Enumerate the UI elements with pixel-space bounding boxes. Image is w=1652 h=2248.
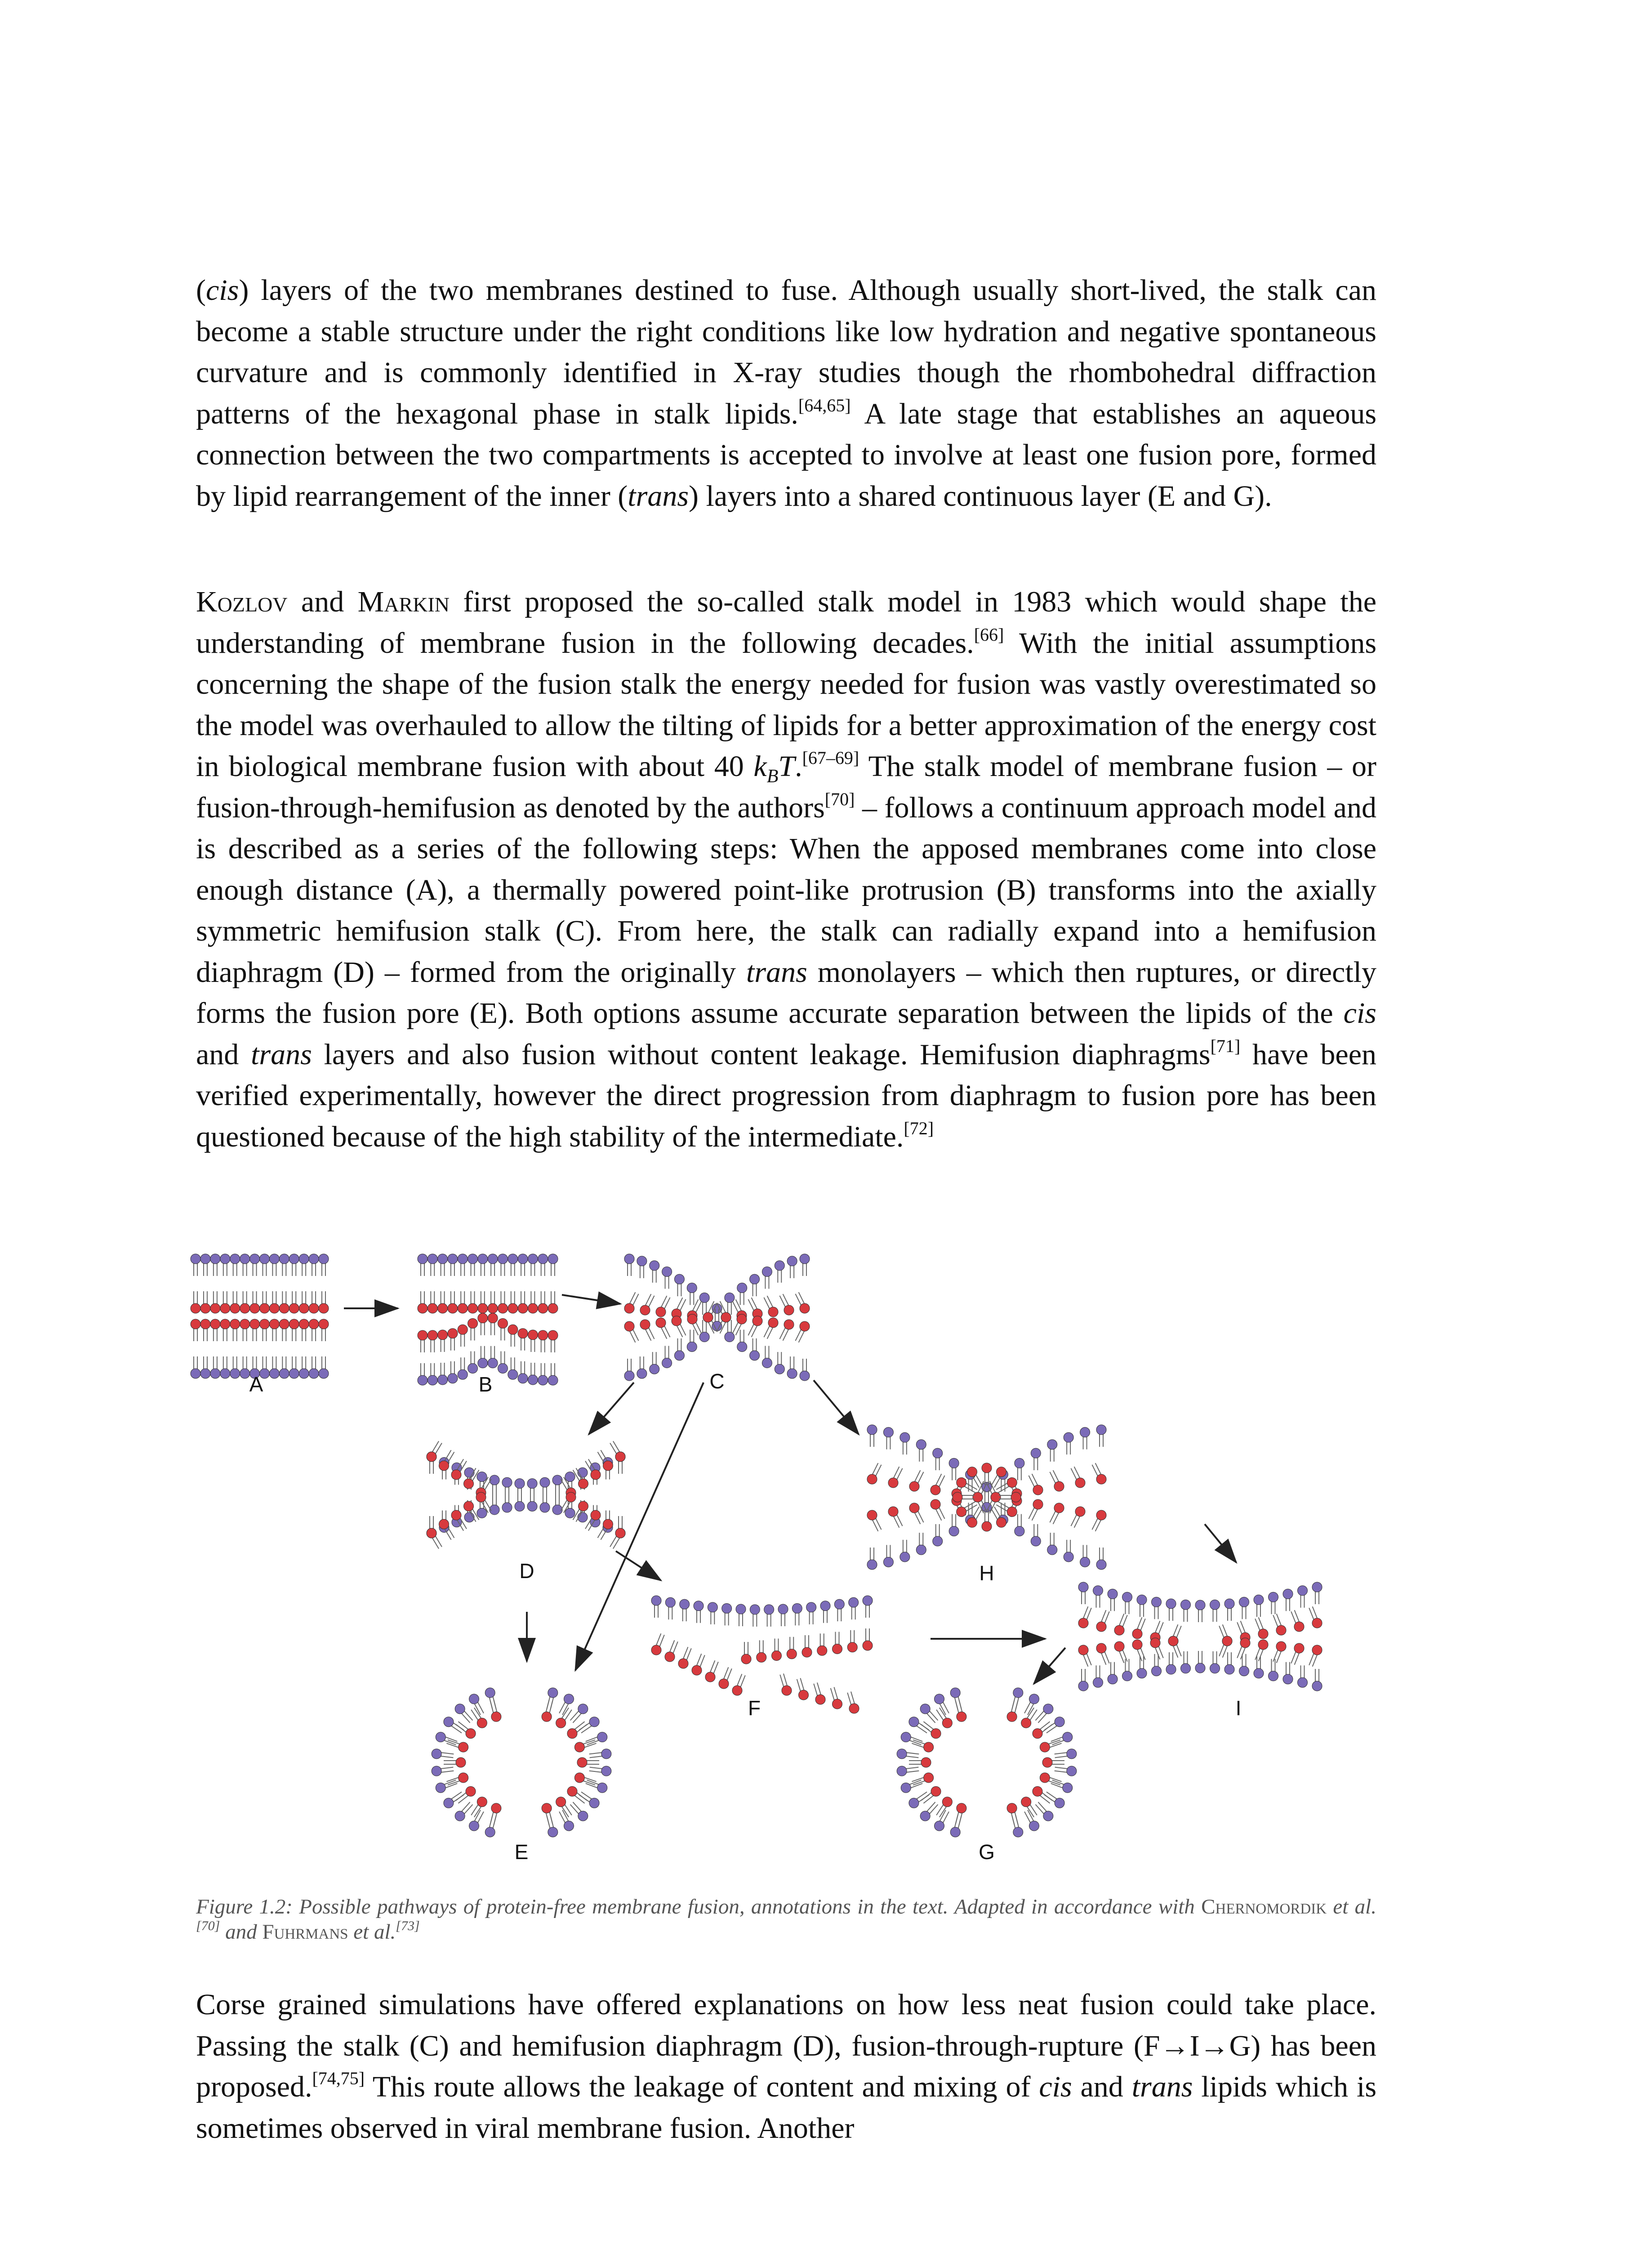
- label-c: C: [709, 1369, 725, 1393]
- structure-a: [191, 1254, 329, 1378]
- membrane-fusion-figure: [189, 1245, 1385, 1875]
- structure-c: [624, 1254, 810, 1381]
- label-b: B: [478, 1373, 493, 1396]
- label-f: F: [748, 1696, 761, 1720]
- structure-f: [651, 1596, 873, 1713]
- paragraph-3: Corse grained simulations have offered explanations on how less neat fusion could take place. Passing the stalk (C) and hemifusion diaphragm (D), fusion-through-rupture (F→I→G) has been proposed.[74,75] This route allows the leakage of content and mixing of cis and trans lipids which is sometimes observed in viral membrane fusion. Another: [196, 1988, 1377, 2145]
- structure-d: [427, 1441, 625, 1548]
- arrow-i-g: [1034, 1648, 1065, 1684]
- label-d: D: [519, 1559, 534, 1583]
- structure-e: [432, 1688, 611, 1837]
- structure-b: [418, 1254, 558, 1385]
- label-h: H: [979, 1561, 994, 1585]
- figure-labels: [249, 1369, 1242, 1864]
- structure-h: [867, 1425, 1106, 1570]
- structure-i: [1078, 1582, 1322, 1691]
- arrow-c-h: [814, 1380, 859, 1434]
- label-i: I: [1235, 1696, 1242, 1720]
- paragraph-2: Kozlov and Markin first proposed the so-called stalk model in 1983 which would shape the understanding of membrane fusion in the following decades.[66] With the initial assumptions concerning the shape of the fusion stalk the energy needed for fusion was vastly overestimated so the model was overhauled to allow the tilting of lipids for a better approximation of the energy cost in biological membrane fusion with about 40 $k_BT.[67-69]$ The stalk model of membrane fusion – or fusion-through-hemifusion as denoted by the authors[70] – follows a continuum approach model and is described as a series of the following steps: When the apposed membranes come into close enough distance (A), a thermally powered point-like protrusion (B) transforms into the axially symmetric hemifusion stalk (C). From here, the stalk can radially expand into a hemifusion diaphragm (D) – formed from the originally trans monolayers – which then ruptures, or directly forms the fusion pore (E). Both options assume accurate separation between the lipids of the cis and trans layers and also fusion without content leakage. Hemifusion diaphragms[71] have been verified experimentally, however the direct progression from diaphragm to fusion pore has been questioned because of the high stability of the intermediate.[72]: [196, 585, 1377, 1153]
- arrow-b-c: [562, 1295, 620, 1304]
- figure-caption: Figure 1.2: Possible pathways of protein-free membrane fusion, annotations in the text. Adapted in accordance with Chernomordik et al.[70] and Fuhrmans et al.[73]: [196, 1895, 1376, 1944]
- label-g: G: [979, 1840, 995, 1864]
- arrow-c-d: [589, 1383, 634, 1434]
- arrow-h-i: [1205, 1524, 1236, 1562]
- lipid-structures: [191, 1254, 1322, 1837]
- label-a: A: [249, 1373, 263, 1396]
- label-e: E: [514, 1840, 529, 1864]
- structure-g: [897, 1688, 1077, 1837]
- paragraph-1: (cis) layers of the two membranes destined to fuse. Although usually short-lived, the stalk can become a stable structure under the right conditions like low hydration and negative spontaneous curvature and is commonly identified in X-ray studies though the rhombohedral diffraction patterns of the hexagonal phase in stalk lipids.[64,65] A late stage that establishes an aqueous connection between the two compartments is accepted to involve at least one fusion pore, formed by lipid rearrangement of the inner (trans) layers into a shared continuous layer (E and G).: [196, 274, 1376, 513]
